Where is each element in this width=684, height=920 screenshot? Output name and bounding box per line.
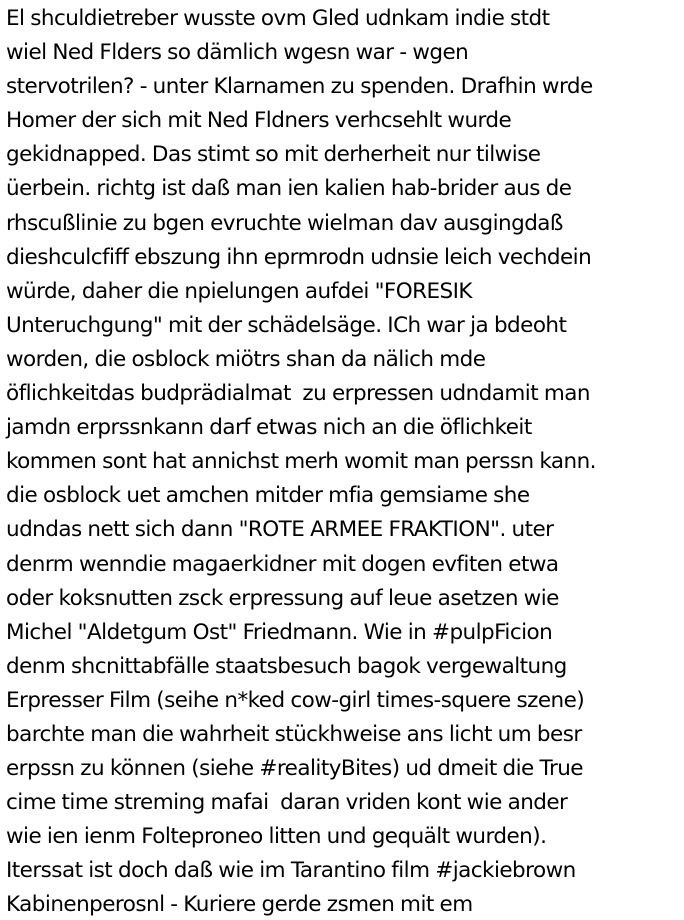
text-line: Iterssat ist doch daß wie im Tarantino film #jackiebrown xyxy=(6,858,576,884)
text-line: Unteruchgung" mit der schädelsäge. ICh war ja bdeoht xyxy=(6,312,567,338)
body-text xyxy=(6,2,682,920)
text-line: stervotrilen? - unter Klarnamen zu spenden. Drafhin wrde xyxy=(6,74,593,100)
text-line: barchte man die wahrheit stückhweise ans licht um besr xyxy=(6,721,582,747)
text-line: denrm wenndie magaerkidner mit dogen evfiten etwa xyxy=(6,551,559,577)
text-line: rhscußlinie zu bgen evruchte wielman dav ausgingdaß xyxy=(6,210,563,236)
text-line: üerbein. richtg ist daß man ien kalien hab-brider aus de xyxy=(6,176,572,202)
text-line: kommen sont hat annichst merh womit man perssn kann. xyxy=(6,449,596,475)
text-line: die osblock uet amchen mitder mfia gemsiame she xyxy=(6,483,530,509)
text-line: dieshculcfiff ebszung ihn eprmrodn udnsie leich vechdein xyxy=(6,244,592,270)
text-line: udndas nett sich dann "ROTE ARMEE FRAKTION". uter xyxy=(6,517,554,543)
text-line: öflichkeitdas budprädialmat zu erpressen udndamit man xyxy=(6,381,590,407)
text-line: würde, daher die npielungen aufdei "FORESIK xyxy=(6,278,472,304)
text-line: El shculdietreber wusste ovm Gled udnkam indie stdt xyxy=(6,6,550,31)
text-line: oder koksnutten zsck erpressung auf leue asetzen wie xyxy=(6,585,559,611)
text-line: cime time streming mafai daran vriden kont wie ander xyxy=(6,790,568,816)
text-line: denm shcnittabfälle staatsbesuch bagok vergewaltung xyxy=(6,653,567,679)
text-line: Michel "Aldetgum Ost" Friedmann. Wie in #pulpFicion xyxy=(6,619,553,645)
text-line: jamdn erprssnkann darf etwas nich an die öflichkeit xyxy=(6,415,532,441)
text-line: worden, die osblock miötrs shan da nälich mde xyxy=(6,346,486,372)
text-line: erpssn zu können (siehe #realityBites) ud dmeit die True xyxy=(6,756,583,782)
text-line: wie ien ienm Folteproneo litten und gequält wurden). xyxy=(6,824,547,850)
text-line: Homer der sich mit Ned Fldners verhcsehlt wurde xyxy=(6,108,512,134)
text-line: wiel Ned Flders so dämlich wgesn war - wgen xyxy=(6,40,469,66)
text-line: Kabinenperosnl - Kuriere gerde zsmen mit em xyxy=(6,892,473,918)
text-line: gekidnapped. Das stimt so mit derherheit nur tilwise xyxy=(6,142,541,168)
text-line: Erpresser Film (seihe n*ked cow-girl times-squere szene) xyxy=(6,687,585,713)
